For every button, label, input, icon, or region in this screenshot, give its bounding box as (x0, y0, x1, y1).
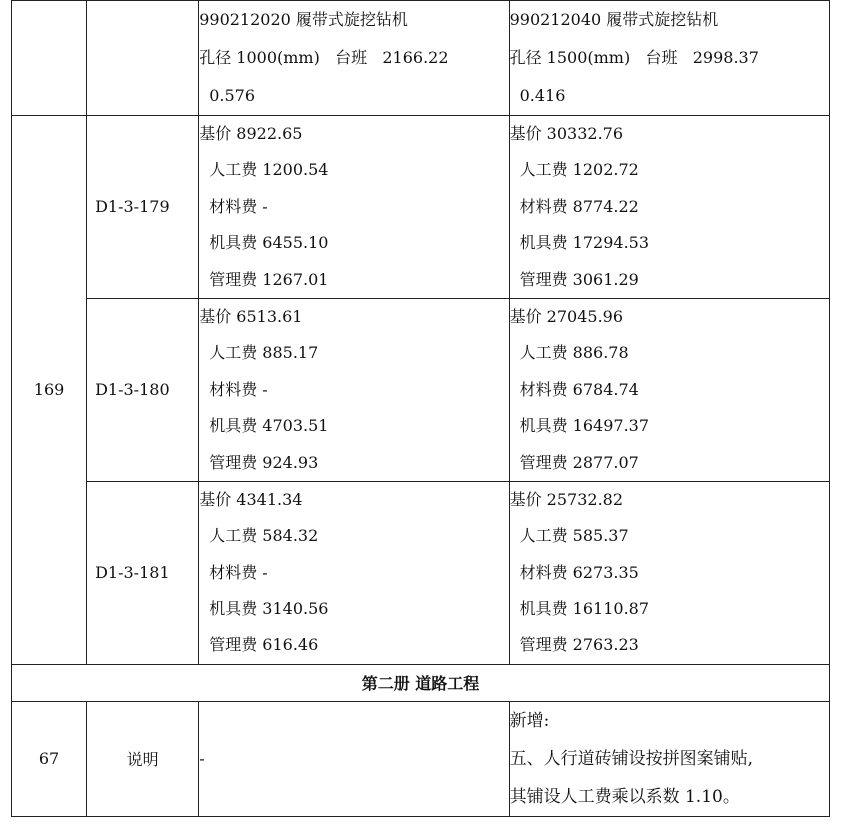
section-title: 第二册 道路工程 (12, 664, 830, 701)
cell-line: 管理费 3061.29 (519, 269, 639, 289)
cell-line: 管理费 1267.01 (209, 269, 329, 289)
cell-line: 人工费 585.37 (519, 526, 629, 546)
table-row (12, 481, 830, 664)
new-content-cell (509, 116, 829, 299)
cell-line: 基价 4341.34 (199, 489, 303, 509)
cell-line: 人工费 584.32 (209, 526, 319, 546)
cell-line: 机具费 17294.53 (519, 233, 650, 253)
cell-line: 基价 27045.96 (509, 306, 624, 326)
code-cell: D1-3-179 (87, 116, 199, 299)
cell-line: 人工费 886.78 (519, 343, 629, 363)
cell-line: 人工费 885.17 (209, 343, 319, 363)
new-content-cell (509, 298, 829, 481)
cell-line: 其铺设人工费乘以系数 1.10。 (509, 786, 740, 807)
cell-line: 材料费 6273.35 (519, 562, 639, 582)
cell-line: 材料费 - (209, 379, 268, 399)
cell-line: 五、人行道砖铺设按拼图案铺贴, (509, 748, 753, 769)
old-content-cell: - (199, 701, 509, 816)
table-row (12, 298, 830, 481)
document-table (11, 0, 830, 817)
section-row (12, 664, 830, 701)
cell-line: 基价 30332.76 (509, 124, 624, 143)
cell-line: 孔径 1500(mm) 台班 2998.37 (509, 48, 759, 67)
cell-line: 管理费 616.46 (209, 635, 319, 655)
new-content-cell (509, 1, 829, 116)
code-cell: D1-3-180 (87, 298, 199, 481)
code-cell (87, 1, 199, 116)
cell-line: 人工费 1200.54 (209, 160, 329, 180)
cell-line: 机具费 16110.87 (519, 599, 650, 619)
seq-cell (12, 1, 87, 116)
cell-line: 材料费 - (209, 562, 268, 582)
code-cell: 说明 (87, 701, 199, 816)
seq-cell: 67 (12, 701, 87, 816)
cell-line: 机具费 6455.10 (209, 233, 329, 253)
table-row (12, 701, 830, 816)
cell-line: 0.416 (519, 86, 566, 105)
cell-line: 990212040 履带式旋挖钻机 (509, 10, 719, 29)
code-cell: D1-3-181 (87, 481, 199, 664)
old-content-cell (199, 116, 509, 299)
cell-line: 基价 6513.61 (199, 306, 303, 326)
cell-line: 人工费 1202.72 (519, 160, 639, 180)
cell-line: 机具费 3140.56 (209, 599, 329, 619)
table-row (12, 1, 830, 116)
cell-line: 孔径 1000(mm) 台班 2166.22 (199, 48, 449, 67)
seq-cell: 169 (12, 116, 87, 665)
cell-line: 管理费 2763.23 (519, 635, 639, 655)
cell-line: 新增: (509, 710, 550, 731)
cell-line: 机具费 16497.37 (519, 416, 650, 436)
table-row (12, 116, 830, 299)
cell-line: 材料费 6784.74 (519, 379, 639, 399)
new-content-cell (509, 701, 829, 816)
old-content-cell (199, 481, 509, 664)
cell-line: 材料费 8774.22 (519, 196, 639, 216)
cell-line: 0.576 (209, 86, 256, 105)
old-content-cell (199, 1, 509, 116)
cell-line: 机具费 4703.51 (209, 416, 329, 436)
cell-line: 管理费 924.93 (209, 452, 319, 472)
cell-line: 990212020 履带式旋挖钻机 (199, 10, 408, 29)
new-content-cell (509, 481, 829, 664)
cell-line: 基价 8922.65 (199, 124, 303, 143)
cell-line: 基价 25732.82 (509, 489, 624, 509)
cell-line: 材料费 - (209, 196, 268, 216)
cell-line: 管理费 2877.07 (519, 452, 639, 472)
old-content-cell (199, 298, 509, 481)
